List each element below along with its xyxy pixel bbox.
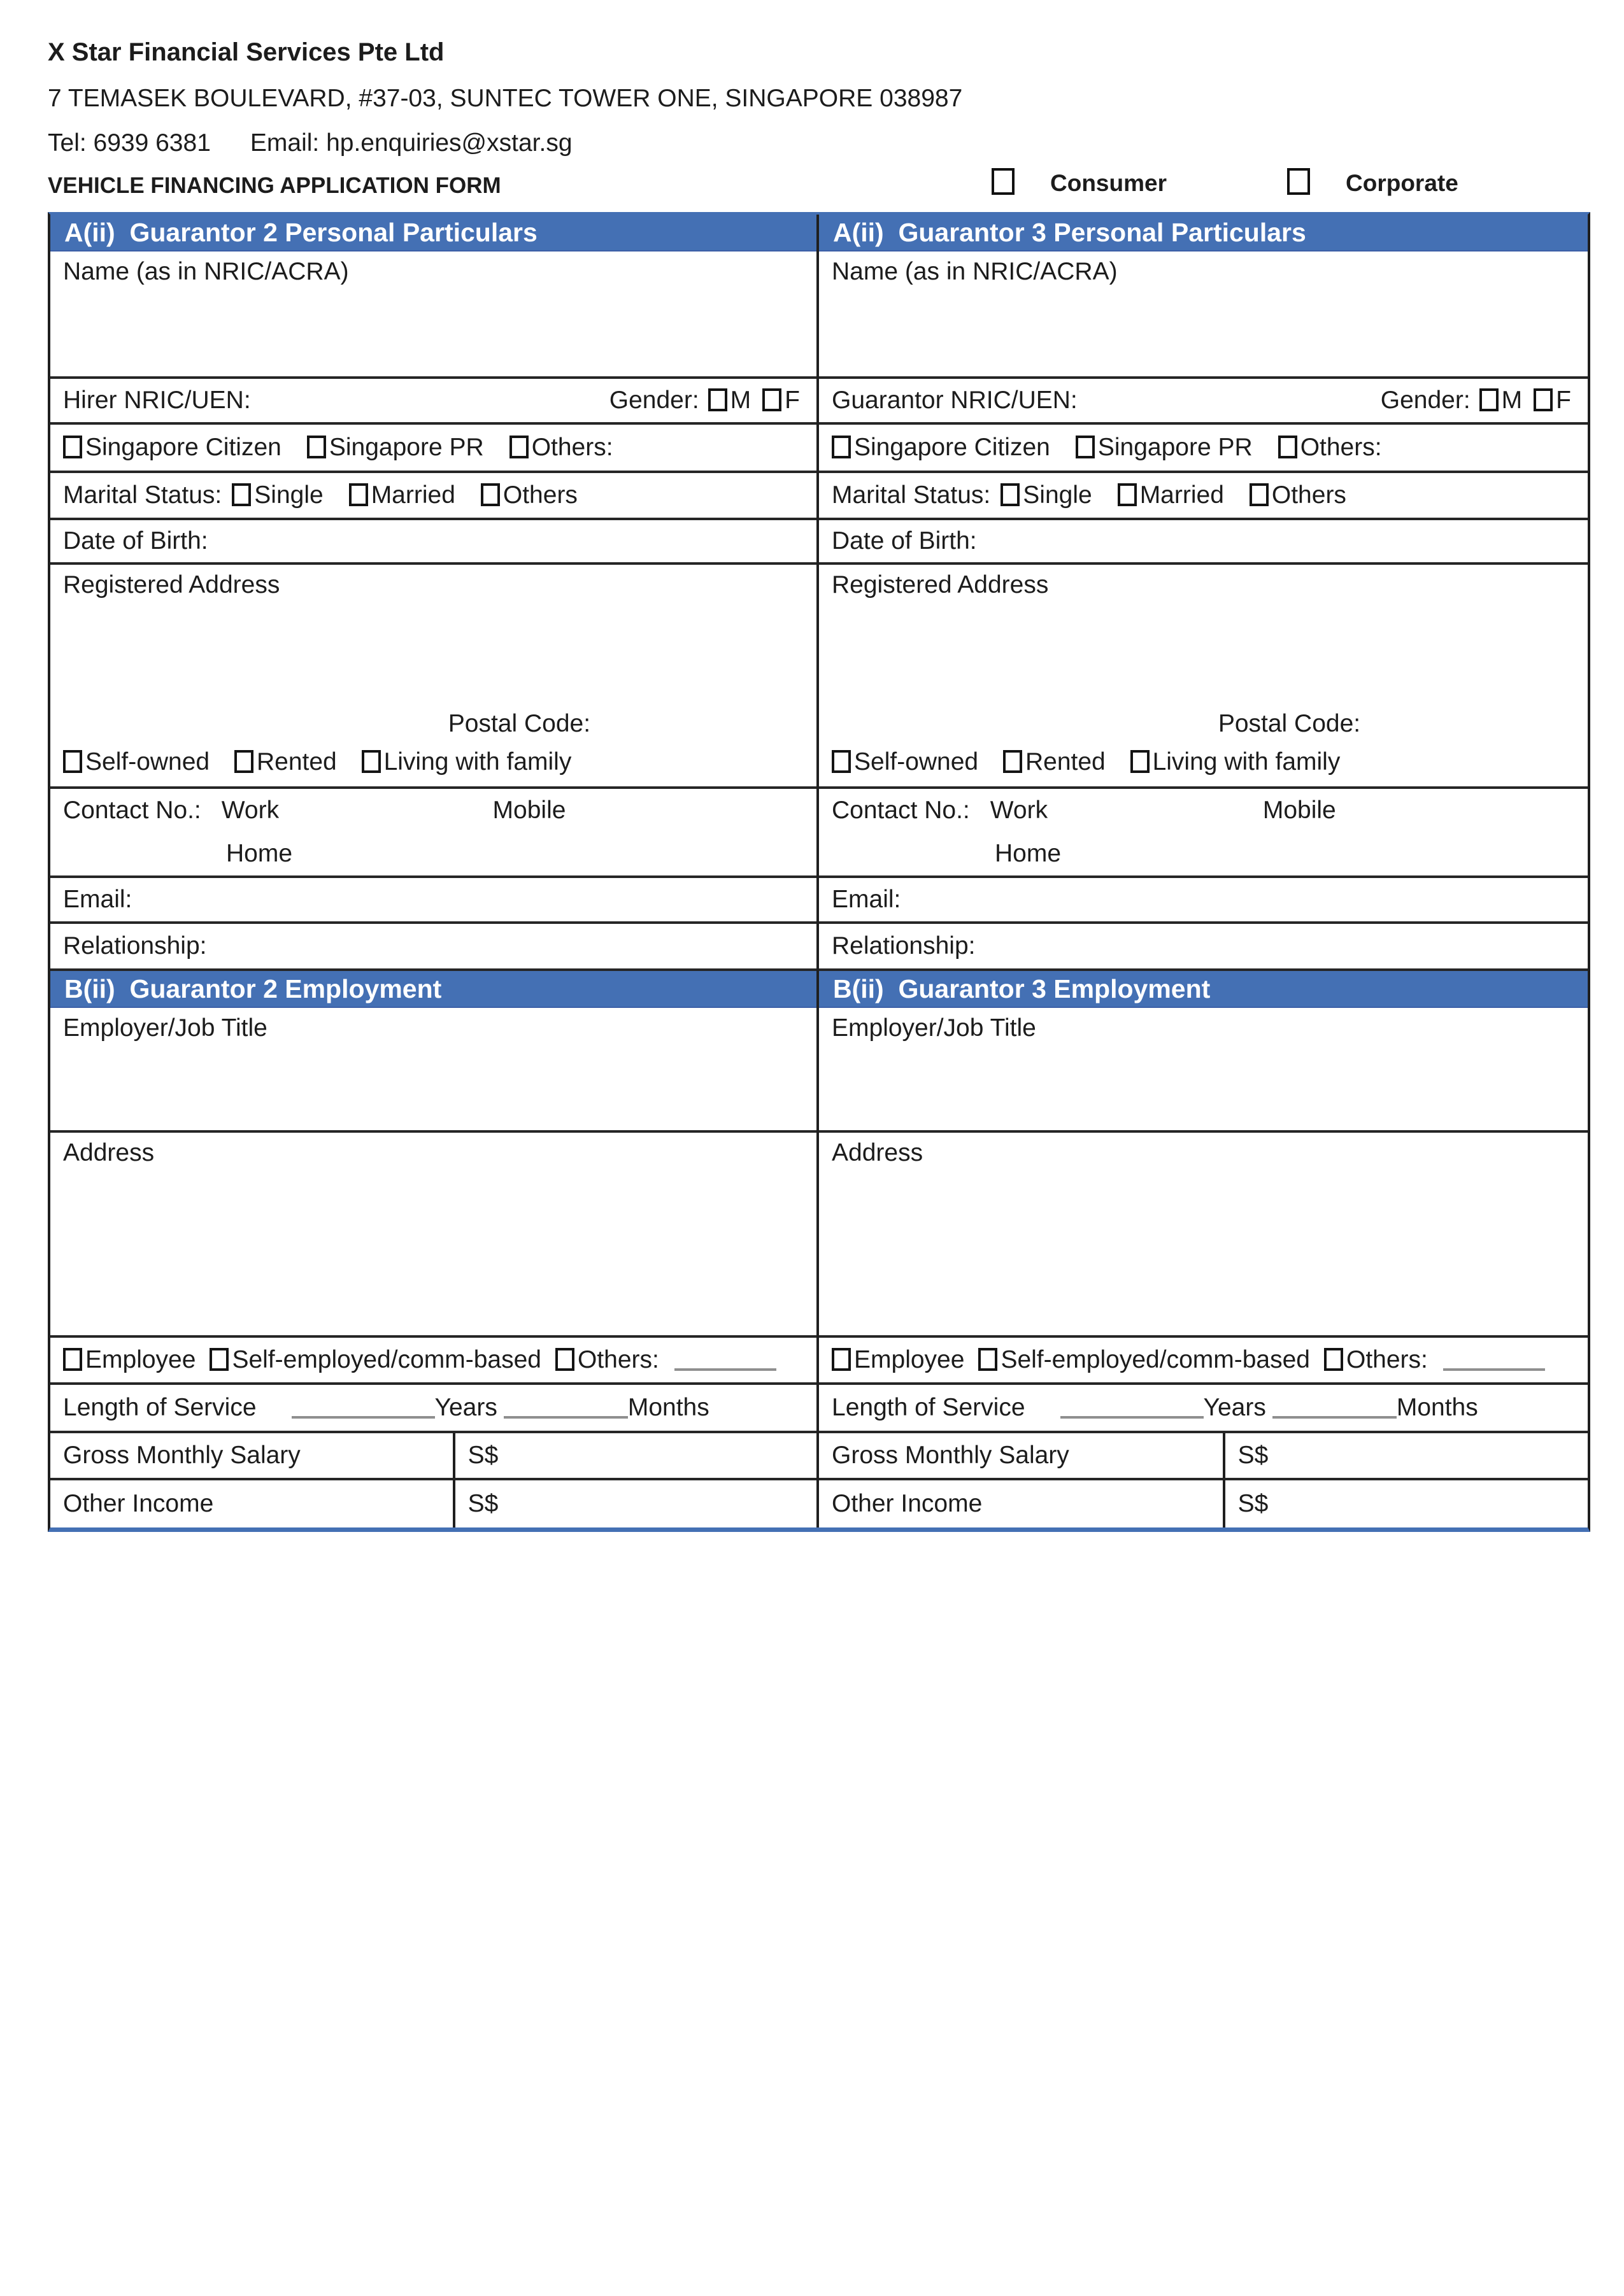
years-label: Years [1203, 1394, 1266, 1421]
marital-option [1001, 481, 1092, 509]
length-of-service-label: Length of Service [63, 1394, 257, 1421]
checkbox-gender-female[interactable] [1534, 388, 1553, 411]
length-of-service-row[interactable] [50, 1385, 816, 1433]
employment-type-label: Others: [1346, 1346, 1428, 1373]
gross-salary-label: Gross Monthly Salary [63, 1442, 301, 1469]
guarantor-2-column [50, 215, 819, 1527]
gross-salary-label-cell [50, 1433, 453, 1478]
section-header-employment: B(ii) Guarantor 2 Employment [50, 971, 816, 1008]
marital-label: Marital Status: [832, 481, 991, 509]
marital-option [349, 481, 455, 509]
relationship-label: Relationship: [63, 932, 207, 960]
employment-address-cell[interactable] [819, 1133, 1588, 1338]
currency-label: S$ [467, 1442, 499, 1469]
employment-address-label: Address [832, 1139, 923, 1166]
mobile-label: Mobile [1262, 797, 1336, 824]
residence-option [234, 748, 337, 776]
gender-male-label: M [730, 386, 751, 414]
length-of-service-label: Length of Service [832, 1394, 1025, 1421]
gross-salary-row [819, 1433, 1588, 1480]
residence-option-label: Rented [256, 748, 337, 776]
corporate-option [1287, 168, 1458, 197]
contact-line [48, 129, 1586, 158]
employment-others-blank-field[interactable] [674, 1349, 776, 1371]
section-header-personal: A(ii) Guarantor 3 Personal Particulars [819, 215, 1588, 252]
other-income-value-cell[interactable] [1223, 1480, 1588, 1527]
other-income-label: Other Income [63, 1490, 214, 1517]
checkbox-gender-male[interactable] [1479, 388, 1499, 411]
company-email: Email: hp.enquiries@xstar.sg [250, 129, 573, 157]
gender-group [609, 386, 800, 415]
email-row[interactable] [819, 878, 1588, 924]
consumer-label: Consumer [1050, 170, 1167, 196]
home-label: Home [226, 840, 293, 867]
employer-label: Employer/Job Title [832, 1014, 1036, 1042]
citizenship-option [1076, 434, 1253, 462]
gender-group [1381, 386, 1571, 415]
employment-type-option [978, 1346, 1310, 1374]
employment-type-label: Others: [577, 1346, 659, 1373]
citizenship-row[interactable] [50, 425, 816, 473]
checkbox-employment-others[interactable] [1324, 1348, 1343, 1371]
marital-option-label: Married [371, 481, 455, 509]
section-header-employment: B(ii) Guarantor 3 Employment [819, 971, 1588, 1008]
contact-line-2 [832, 840, 1575, 868]
corporate-label: Corporate [1346, 170, 1458, 196]
form-header [48, 37, 1586, 204]
checkbox-single[interactable] [1001, 483, 1020, 506]
checkbox-living-with-family[interactable] [362, 750, 381, 773]
registered-address-cell[interactable] [819, 565, 1588, 789]
consumer-option [992, 168, 1167, 197]
employment-type-option [832, 1346, 964, 1374]
contact-line-1 [832, 797, 1575, 835]
checkbox-married[interactable] [349, 483, 368, 506]
citizenship-option-label: Singapore PR [1097, 434, 1253, 461]
employment-type-label: Self-employed/comm-based [232, 1346, 541, 1373]
citizenship-option [1278, 434, 1382, 462]
name-field-cell[interactable] [819, 252, 1588, 379]
section-header-personal: A(ii) Guarantor 2 Personal Particulars [50, 215, 816, 252]
company-tel: Tel: 6939 6381 [48, 129, 211, 157]
id-label: Guarantor NRIC/UEN: [832, 386, 1078, 414]
id-gender-row[interactable] [819, 379, 1588, 425]
residence-option-label: Living with family [1152, 748, 1341, 776]
registered-address-label: Registered Address [63, 571, 280, 599]
work-label: Work [990, 797, 1048, 824]
company-address: 7 TEMASEK BOULEVARD, #37-03, SUNTEC TOWER ONE, SINGAPORE 038987 [48, 85, 963, 112]
checkbox-self-owned[interactable] [63, 750, 82, 773]
checkbox-singapore-pr[interactable] [1076, 436, 1095, 458]
checkbox-singapore-citizen[interactable] [832, 436, 851, 458]
marital-status-row[interactable] [50, 473, 816, 520]
gender-label: Gender: [609, 386, 699, 414]
checkbox-singapore-pr[interactable] [307, 436, 326, 458]
residence-option [832, 748, 978, 776]
employment-type-option [555, 1346, 659, 1374]
postal-code-label: Postal Code: [448, 710, 591, 737]
marital-option-label: Single [254, 481, 324, 509]
length-of-service-row[interactable] [819, 1385, 1588, 1433]
other-income-label-cell [50, 1480, 453, 1527]
marital-option-label: Others [502, 481, 578, 509]
gender-label: Gender: [1380, 386, 1471, 414]
marital-label: Marital Status: [63, 481, 222, 509]
contact-number-cell[interactable] [50, 789, 816, 878]
citizenship-option [832, 434, 1050, 462]
employment-type-row[interactable] [50, 1338, 816, 1385]
citizenship-option-label: Others: [1300, 434, 1382, 461]
checkbox-citizenship-others[interactable] [1278, 436, 1297, 458]
marital-option-label: Single [1023, 481, 1092, 509]
postal-code-line[interactable] [1218, 710, 1575, 738]
months-label: Months [1396, 1394, 1478, 1421]
marital-option [1250, 481, 1346, 509]
other-income-row [819, 1480, 1588, 1527]
postal-code-line[interactable] [448, 710, 804, 738]
checkbox-consumer[interactable] [992, 168, 1015, 195]
checkbox-gender-male[interactable] [708, 388, 727, 411]
relationship-row[interactable] [50, 924, 816, 971]
registered-address-label: Registered Address [832, 571, 1049, 599]
checkbox-citizenship-others[interactable] [509, 436, 529, 458]
citizenship-option-label: Others: [531, 434, 613, 461]
checkbox-single[interactable] [232, 483, 251, 506]
employment-address-cell[interactable] [50, 1133, 816, 1338]
residence-option [1003, 748, 1106, 776]
checkbox-marital-others[interactable] [481, 483, 500, 506]
gender-male-label: M [1501, 386, 1523, 414]
form-title: VEHICLE FINANCING APPLICATION FORM [48, 173, 501, 198]
residence-option-label: Self-owned [854, 748, 979, 776]
employment-type-label: Employee [854, 1346, 965, 1373]
employment-others-blank-field[interactable] [1443, 1349, 1545, 1371]
citizenship-row[interactable] [819, 425, 1588, 473]
title-row [48, 171, 1586, 204]
years-blank-field[interactable] [292, 1397, 435, 1419]
id-label: Hirer NRIC/UEN: [63, 386, 251, 414]
checkbox-employment-others[interactable] [555, 1348, 574, 1371]
residence-option [362, 748, 572, 776]
guarantor-table [48, 212, 1590, 1532]
gender-female-label: F [785, 386, 800, 414]
email-label: Email: [832, 886, 901, 913]
contact-label: Contact No.: [832, 797, 970, 824]
years-label: Years [434, 1394, 497, 1421]
guarantor-3-column [819, 215, 1588, 1527]
other-income-value-cell[interactable] [453, 1480, 816, 1527]
residence-option [63, 748, 210, 776]
months-label: Months [627, 1394, 709, 1421]
citizenship-option-label: Singapore Citizen [85, 434, 281, 461]
contact-number-cell[interactable] [819, 789, 1588, 878]
checkbox-married[interactable] [1118, 483, 1137, 506]
dob-label: Date of Birth: [63, 527, 208, 555]
years-blank-field[interactable] [1060, 1397, 1204, 1419]
checkbox-corporate[interactable] [1287, 168, 1310, 195]
marital-option [1118, 481, 1224, 509]
checkbox-marital-others[interactable] [1250, 483, 1269, 506]
employer-cell[interactable] [50, 1008, 816, 1133]
checkbox-self-employed[interactable] [210, 1348, 229, 1371]
gross-salary-label: Gross Monthly Salary [832, 1442, 1069, 1469]
checkbox-rented[interactable] [1003, 750, 1022, 773]
email-row[interactable] [50, 878, 816, 924]
employment-type-row[interactable] [819, 1338, 1588, 1385]
other-income-row [50, 1480, 816, 1527]
name-label: Name (as in NRIC/ACRA) [832, 258, 1118, 285]
dob-label: Date of Birth: [832, 527, 977, 555]
employer-label: Employer/Job Title [63, 1014, 267, 1042]
currency-label: S$ [1237, 1490, 1269, 1517]
date-of-birth-row[interactable] [50, 520, 816, 565]
currency-label: S$ [467, 1490, 499, 1517]
employment-type-label: Self-employed/comm-based [1001, 1346, 1310, 1373]
other-income-label-cell [819, 1480, 1223, 1527]
relationship-label: Relationship: [832, 932, 976, 960]
name-field-cell[interactable] [50, 252, 816, 379]
contact-line-1 [63, 797, 804, 835]
residence-option-label: Rented [1025, 748, 1106, 776]
contact-line-2 [63, 840, 804, 868]
marital-option [481, 481, 578, 509]
employment-type-option [210, 1346, 541, 1374]
gross-salary-row [50, 1433, 816, 1480]
checkbox-gender-female[interactable] [762, 388, 781, 411]
mobile-label: Mobile [492, 797, 566, 824]
employment-address-label: Address [63, 1139, 155, 1166]
other-income-label: Other Income [832, 1490, 983, 1517]
relationship-row[interactable] [819, 924, 1588, 971]
company-name: X Star Financial Services Pte Ltd [48, 38, 445, 66]
citizenship-option [63, 434, 281, 462]
residence-type-line [832, 748, 1575, 776]
gross-salary-value-cell[interactable] [453, 1433, 816, 1478]
checkbox-employee[interactable] [832, 1348, 851, 1371]
gross-salary-value-cell[interactable] [1223, 1433, 1588, 1478]
citizenship-option [509, 434, 613, 462]
marital-option-label: Married [1139, 481, 1224, 509]
registered-address-cell[interactable] [50, 565, 816, 789]
residence-type-line [63, 748, 804, 776]
months-blank-field[interactable] [1272, 1397, 1397, 1419]
employment-type-option [63, 1346, 196, 1374]
work-label: Work [221, 797, 280, 824]
checkbox-self-employed[interactable] [978, 1348, 997, 1371]
marital-option [232, 481, 323, 509]
citizenship-option-label: Singapore Citizen [854, 434, 1050, 461]
id-gender-row[interactable] [50, 379, 816, 425]
checkbox-employee[interactable] [63, 1348, 82, 1371]
marital-option-label: Others [1271, 481, 1346, 509]
residence-option-label: Self-owned [85, 748, 210, 776]
postal-code-label: Postal Code: [1218, 710, 1361, 737]
checkbox-rented[interactable] [234, 750, 253, 773]
employment-type-option [1324, 1346, 1428, 1374]
gender-female-label: F [1556, 386, 1571, 414]
gross-salary-label-cell [819, 1433, 1223, 1478]
home-label: Home [995, 840, 1062, 867]
citizenship-option [307, 434, 484, 462]
name-label: Name (as in NRIC/ACRA) [63, 258, 349, 285]
email-label: Email: [63, 886, 132, 913]
checkbox-singapore-citizen[interactable] [63, 436, 82, 458]
contact-label: Contact No.: [63, 797, 201, 824]
residence-option [1130, 748, 1341, 776]
currency-label: S$ [1237, 1442, 1269, 1469]
months-blank-field[interactable] [504, 1397, 628, 1419]
employer-cell[interactable] [819, 1008, 1588, 1133]
checkbox-self-owned[interactable] [832, 750, 851, 773]
checkbox-living-with-family[interactable] [1130, 750, 1150, 773]
date-of-birth-row[interactable] [819, 520, 1588, 565]
employment-type-label: Employee [85, 1346, 196, 1373]
residence-option-label: Living with family [383, 748, 572, 776]
citizenship-option-label: Singapore PR [329, 434, 484, 461]
marital-status-row[interactable] [819, 473, 1588, 520]
